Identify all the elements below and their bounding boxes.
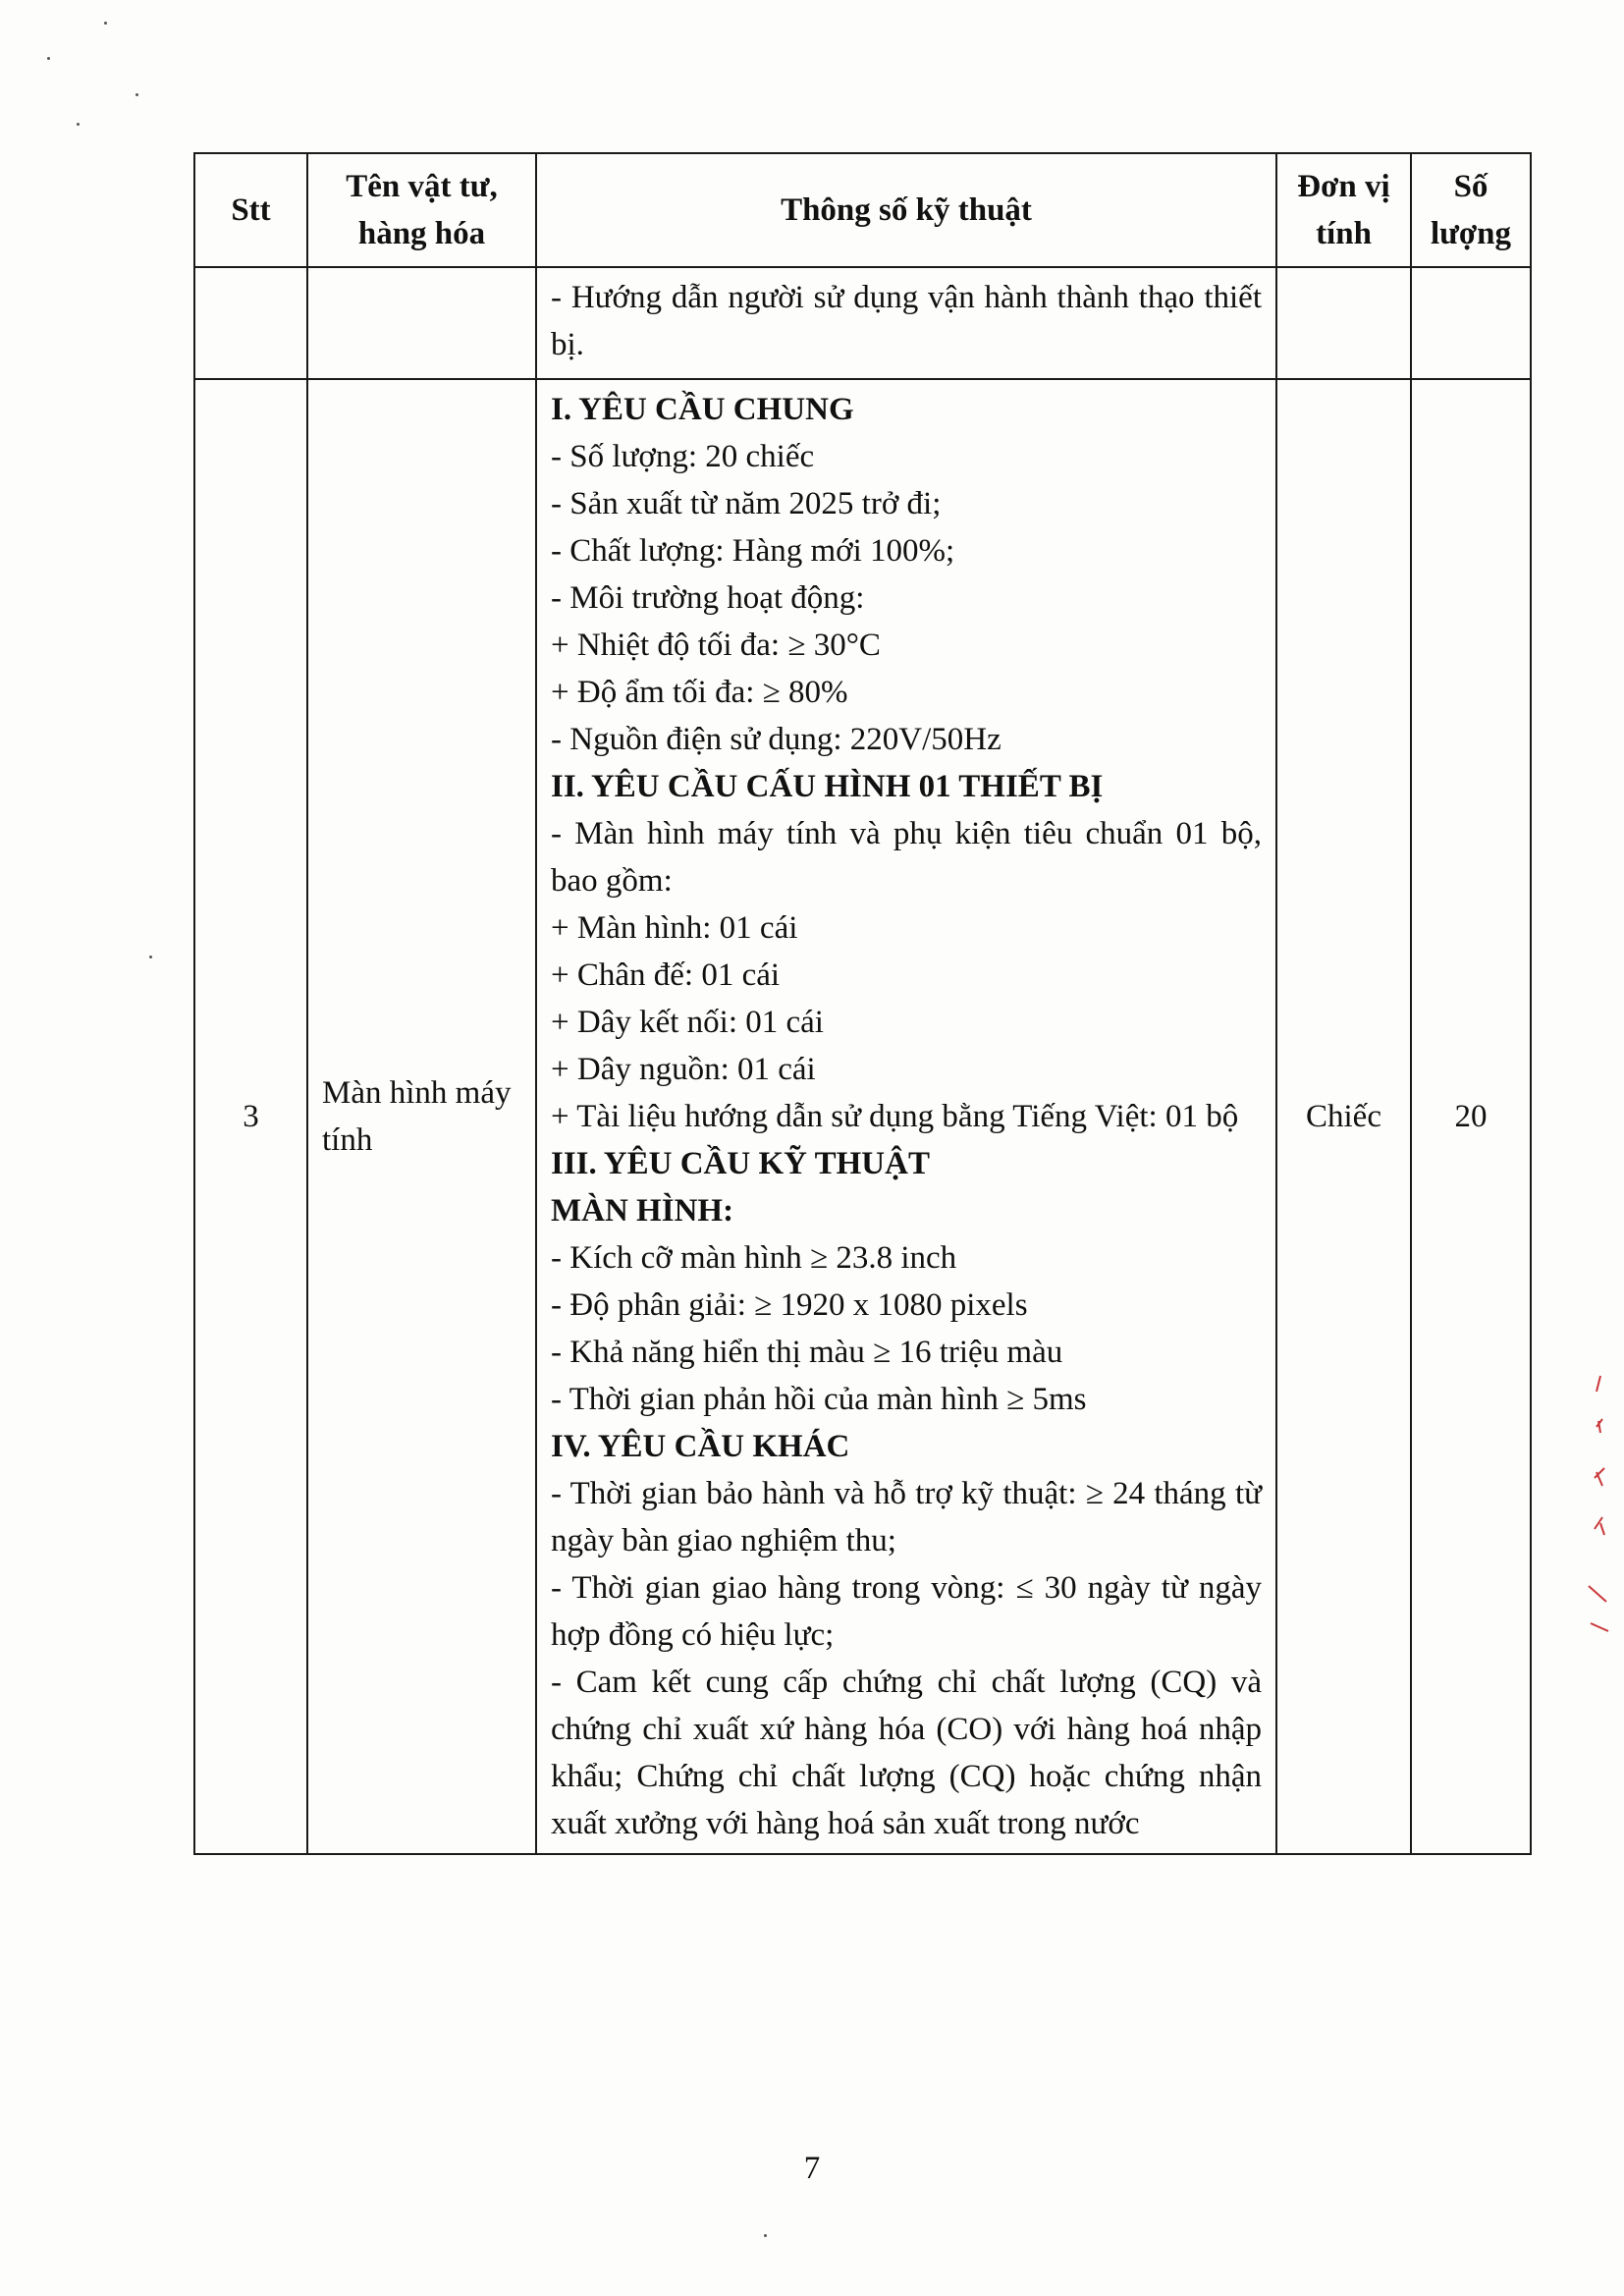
scan-speck	[77, 123, 80, 126]
spec-section-heading: II. YÊU CẦU CẤU HÌNH 01 THIẾT BỊ	[551, 769, 1104, 804]
cell-unit: Chiếc	[1276, 379, 1411, 1854]
scan-speck	[104, 22, 107, 25]
table-header-row	[194, 153, 1531, 267]
scan-speck	[764, 2234, 767, 2237]
red-stamp-fragment	[1583, 1370, 1612, 1645]
spec-line: + Chân đế: 01 cái	[551, 957, 781, 993]
spec-line: - Cam kết cung cấp chứng chỉ chất lượng (CQ) và chứng chỉ xuất xứ hàng hóa (CO) với hàng hoá nhập khẩu; Chứng chỉ chất lượng (CQ) hoặc chứng nhận xuất xưởng với hàng hoá sản xuất trong nước	[551, 1665, 1262, 1841]
spec-line: - Thời gian phản hồi của màn hình ≥ 5ms	[551, 1382, 1087, 1417]
spec-line: + Độ ẩm tối đa: ≥ 80%	[551, 675, 848, 710]
cell-stt: 3	[194, 379, 307, 1854]
spec-line: - Thời gian giao hàng trong vòng: ≤ 30 ngày từ ngày hợp đồng có hiệu lực;	[551, 1570, 1262, 1653]
spec-line: + Tài liệu hướng dẫn sử dụng bằng Tiếng Việt: 01 bộ	[551, 1099, 1239, 1134]
cell-quantity: 20	[1411, 379, 1531, 1854]
cell-item-name: Màn hình máy tính	[307, 379, 536, 1854]
cell-stt-empty	[194, 267, 307, 379]
page-number: 7	[803, 2151, 821, 2186]
cell-unit-empty	[1276, 267, 1411, 379]
spec-line: - Môi trường hoạt động:	[551, 580, 865, 616]
spec-line: + Nhiệt độ tối đa: ≥ 30°C	[551, 628, 881, 663]
scan-speck	[149, 956, 152, 958]
cell-name-empty	[307, 267, 536, 379]
spec-section-heading: MÀN HÌNH:	[551, 1193, 734, 1229]
spec-line: - Sản xuất từ năm 2025 trở đi;	[551, 486, 942, 521]
spec-line: + Màn hình: 01 cái	[551, 910, 798, 946]
scan-speck	[135, 93, 138, 96]
cell-qty-empty	[1411, 267, 1531, 379]
spec-line: - Độ phân giải: ≥ 1920 x 1080 pixels	[551, 1287, 1028, 1323]
header-stt: Stt	[194, 153, 307, 267]
spec-line: + Dây nguồn: 01 cái	[551, 1052, 816, 1087]
spec-line: + Dây kết nối: 01 cái	[551, 1005, 824, 1040]
header-unit: Đơn vị tính	[1276, 153, 1411, 267]
table-row-continuation	[194, 267, 1531, 379]
spec-line: - Màn hình máy tính và phụ kiện tiêu chuẩn 01 bộ, bao gồm:	[551, 816, 1262, 899]
table-row-item-3	[194, 379, 1531, 1854]
header-spec: Thông số kỹ thuật	[536, 153, 1276, 267]
spec-section-heading: I. YÊU CẦU CHUNG	[551, 392, 854, 427]
spec-line: - Kích cỡ màn hình ≥ 23.8 inch	[551, 1240, 957, 1276]
header-item-name: Tên vật tư, hàng hóa	[307, 153, 536, 267]
spec-table	[193, 152, 1532, 1855]
spec-section-heading: III. YÊU CẦU KỸ THUẬT	[551, 1146, 930, 1181]
spec-line: - Số lượng: 20 chiếc	[551, 439, 815, 474]
cell-spec-continuation: - Hướng dẫn người sử dụng vận hành thành thạo thiết bị.	[536, 267, 1276, 379]
header-quantity: Số lượng	[1411, 153, 1531, 267]
spec-line: - Chất lượng: Hàng mới 100%;	[551, 533, 955, 569]
spec-line: - Khả năng hiển thị màu ≥ 16 triệu màu	[551, 1335, 1063, 1370]
spec-section-heading: IV. YÊU CẦU KHÁC	[551, 1429, 850, 1464]
spec-line: - Thời gian bảo hành và hỗ trợ kỹ thuật: ≥ 24 tháng từ ngày bàn giao nghiệm thu;	[551, 1476, 1262, 1558]
scan-speck	[47, 57, 50, 60]
cell-spec-list	[536, 379, 1276, 1854]
spec-line: - Nguồn điện sử dụng: 220V/50Hz	[551, 722, 1001, 757]
